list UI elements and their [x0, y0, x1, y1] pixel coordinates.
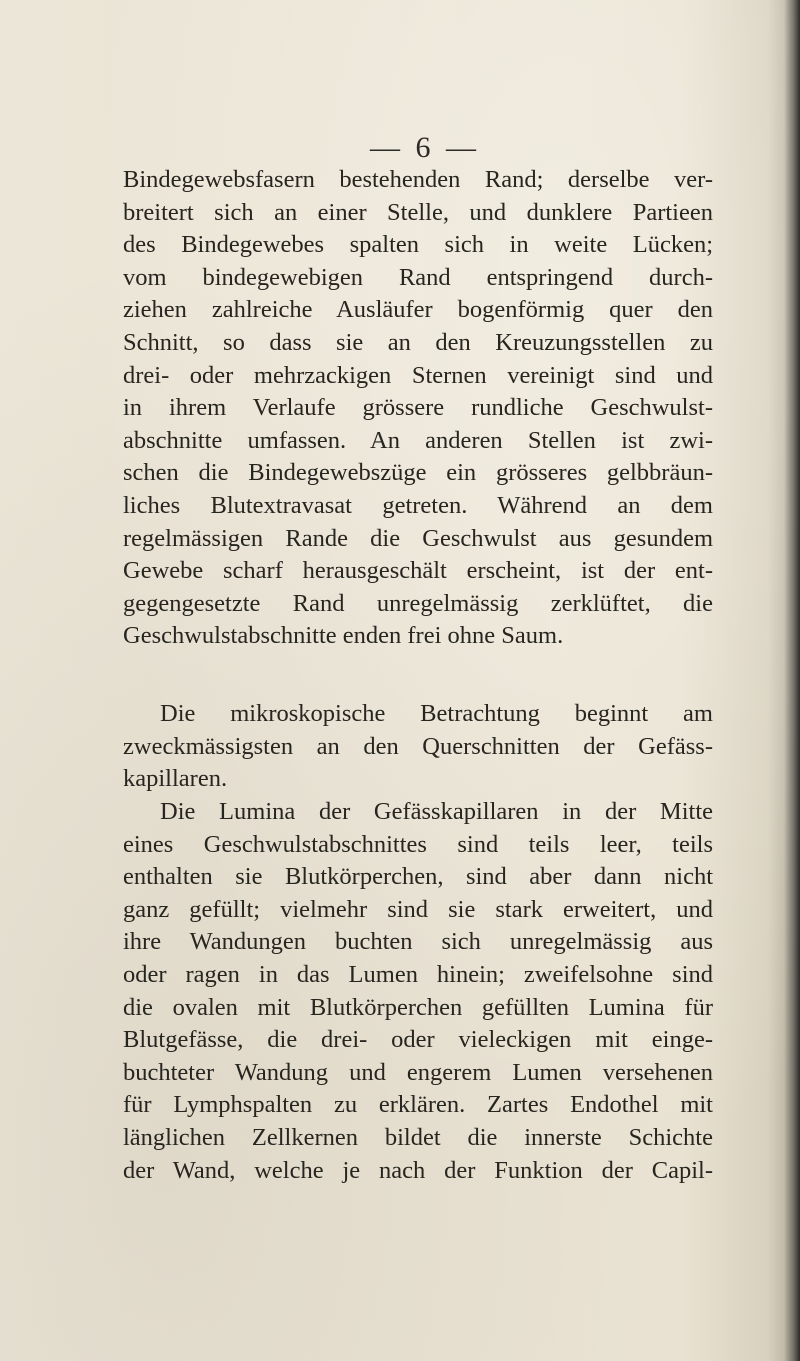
text-line: drei- oder mehrzackigen Sternen vereinigt sind und [123, 361, 713, 389]
text-line: oder ragen in das Lumen hinein; zweifelsohne sind [123, 960, 713, 988]
text-line: vom bindegewebigen Rand entspringend durch- [123, 263, 713, 291]
text-line: die ovalen mit Blutkörperchen gefüllten Lumina für [123, 993, 713, 1021]
text-line: der Wand, welche je nach der Funktion der Capil- [123, 1156, 713, 1184]
text-line: zweckmässigsten an den Querschnitten der Gefäss- [123, 732, 713, 760]
text-line: des Bindegewebes spalten sich in weite Lücken; [123, 231, 713, 259]
page-number: — 6 — [370, 131, 480, 164]
text-line: für Lymphspalten zu erklären. Zartes Endothel mit [123, 1091, 713, 1119]
text-line: Gewebe scharf herausgeschält erscheint, ist der ent- [123, 557, 713, 585]
text-line: gegengesetzte Rand unregelmässig zerklüftet, die [123, 589, 713, 617]
text-line: Bindegewebsfasern bestehenden Rand; derselbe ver- [123, 166, 713, 193]
text-line: enthalten sie Blutkörperchen, sind aber dann nicht [123, 863, 713, 891]
text-line: Geschwulstabschnitte enden frei ohne Saum. [123, 622, 564, 650]
text-line: Die mikroskopische Betrachtung beginnt am [160, 700, 713, 727]
text-line: ziehen zahlreiche Ausläufer bogenförmig quer den [123, 296, 713, 324]
text-line: breitert sich an einer Stelle, und dunklere Partieen [123, 198, 713, 226]
page-edge-shadow [784, 0, 800, 1361]
text-line: abschnitte umfassen. An anderen Stellen ist zwi- [123, 426, 713, 454]
text-line: regelmässigen Rande die Geschwulst aus gesundem [123, 524, 713, 552]
text-line: ganz gefüllt; vielmehr sind sie stark erweitert, und [123, 895, 713, 923]
paragraph-3 [123, 796, 713, 1187]
text-line: buchteter Wandung und engerem Lumen versehenen [123, 1058, 713, 1086]
text-line: Blutgefässe, die drei- oder vieleckigen mit einge- [123, 1026, 713, 1054]
text-line: Schnitt, so dass sie an den Kreuzungsstellen zu [123, 328, 713, 356]
paragraph-1 [123, 164, 713, 653]
text-line: Die Lumina der Gefässkapillaren in der Mitte [160, 798, 713, 825]
text-line: ihre Wandungen buchten sich unregelmässig aus [123, 928, 713, 956]
text-line: schen die Bindegewebszüge ein grösseres gelbbräun- [123, 459, 713, 487]
text-line: länglichen Zellkernen bildet die innerste Schichte [123, 1123, 713, 1151]
text-line: liches Blutextravasat getreten. Während an dem [123, 491, 713, 519]
text-line: eines Geschwulstabschnittes sind teils leer, teils [123, 830, 713, 858]
paragraph-2 [123, 698, 713, 796]
text-line: kapillaren. [123, 765, 228, 793]
text-line: in ihrem Verlaufe grössere rundliche Geschwulst- [123, 394, 713, 422]
